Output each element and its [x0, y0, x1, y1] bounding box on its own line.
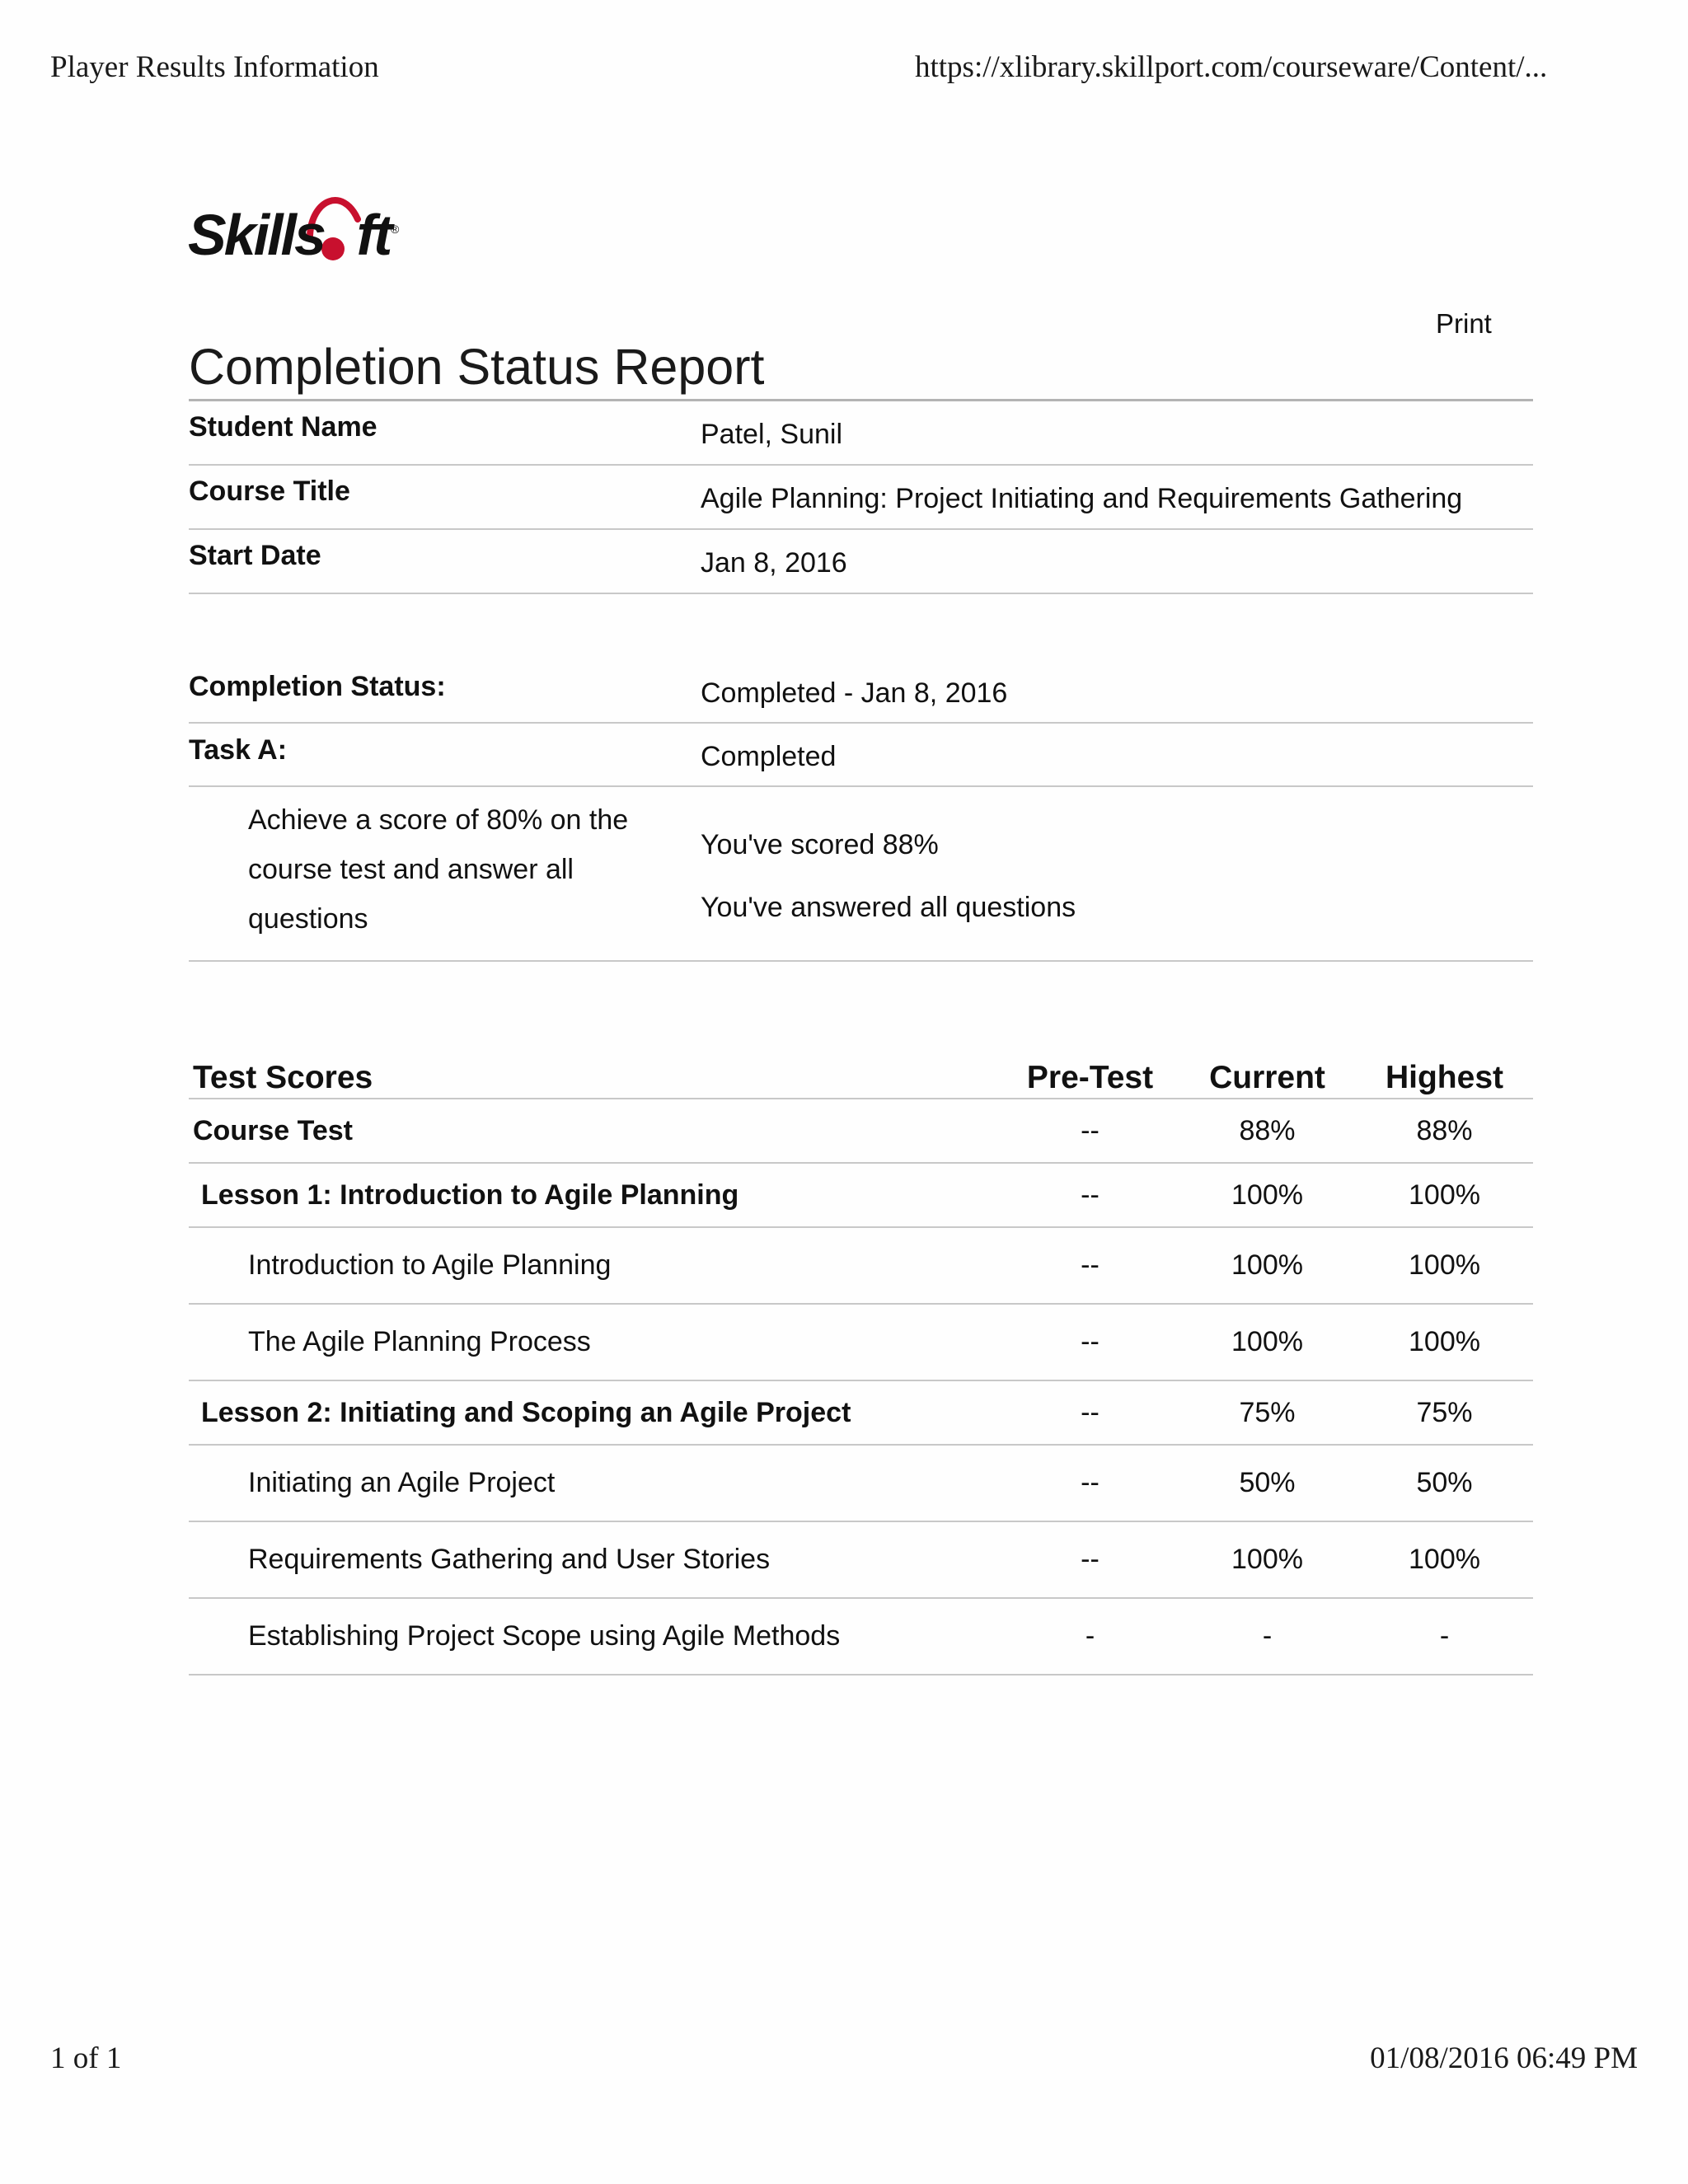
pre-test-score: --	[1001, 1445, 1179, 1521]
current-score: 100%	[1179, 1521, 1356, 1598]
info-label: Course Title	[189, 465, 701, 529]
score-name: Lesson 2: Initiating and Scoping an Agile Project	[189, 1380, 1001, 1445]
info-row	[189, 529, 1533, 593]
completion-status-label: Completion Status:	[189, 659, 701, 723]
current-heading: Current	[1179, 1047, 1356, 1099]
page-count: 1 of 1	[50, 2041, 122, 2075]
skillsoft-logo	[188, 183, 402, 270]
test-scores-table	[189, 1047, 1533, 1675]
current-score: 88%	[1179, 1099, 1356, 1163]
current-score: 75%	[1179, 1380, 1356, 1445]
current-score: 100%	[1179, 1304, 1356, 1380]
highest-heading: Highest	[1356, 1047, 1533, 1099]
info-value: Jan 8, 2016	[701, 529, 1533, 593]
score-name: Course Test	[189, 1099, 1001, 1163]
table-row	[189, 1521, 1533, 1598]
info-label: Start Date	[189, 529, 701, 593]
table-row	[189, 1099, 1533, 1163]
current-score: 100%	[1179, 1163, 1356, 1227]
score-name: Requirements Gathering and User Stories	[189, 1521, 1001, 1598]
logo-wordmark: Skills ft	[188, 203, 391, 267]
page-title: Completion Status Report	[189, 339, 765, 395]
table-row	[189, 1304, 1533, 1380]
current-score: 100%	[1179, 1227, 1356, 1304]
print-timestamp: 01/08/2016 06:49 PM	[1370, 2041, 1638, 2075]
requirement-results	[701, 786, 1533, 961]
highest-score: 50%	[1356, 1445, 1533, 1521]
task-row	[189, 723, 1533, 786]
score-name: Introduction to Agile Planning	[189, 1227, 1001, 1304]
table-row	[189, 1598, 1533, 1675]
browser-page-title: Player Results Information	[50, 50, 379, 84]
student-info-table	[189, 399, 1533, 594]
table-row	[189, 1163, 1533, 1227]
score-result: You've scored 88%	[701, 829, 939, 860]
highest-score: 88%	[1356, 1099, 1533, 1163]
pre-test-score: --	[1001, 1380, 1179, 1445]
highest-score: 75%	[1356, 1380, 1533, 1445]
table-row	[189, 1227, 1533, 1304]
task-label: Task A:	[189, 723, 701, 786]
pre-test-score: --	[1001, 1163, 1179, 1227]
score-name: The Agile Planning Process	[189, 1304, 1001, 1380]
info-row	[189, 401, 1533, 465]
info-row	[189, 465, 1533, 529]
highest-score: 100%	[1356, 1227, 1533, 1304]
registered-mark: ®	[391, 223, 400, 236]
current-score: 50%	[1179, 1445, 1356, 1521]
answers-result: You've answered all questions	[701, 892, 1076, 923]
print-link[interactable]: Print	[1436, 308, 1492, 339]
test-scores-heading: Test Scores	[189, 1047, 1001, 1099]
scores-header-row	[189, 1047, 1533, 1099]
pre-test-score: --	[1001, 1099, 1179, 1163]
pre-test-heading: Pre-Test	[1001, 1047, 1179, 1099]
completion-status-value: Completed - Jan 8, 2016	[701, 659, 1533, 723]
highest-score: 100%	[1356, 1304, 1533, 1380]
task-value: Completed	[701, 723, 1533, 786]
browser-url: https://xlibrary.skillport.com/courseware/Content/...	[915, 50, 1548, 84]
pre-test-score: --	[1001, 1521, 1179, 1598]
requirement-cell	[189, 786, 701, 961]
table-row	[189, 1380, 1533, 1445]
score-name: Establishing Project Scope using Agile Methods	[189, 1598, 1001, 1675]
highest-score: 100%	[1356, 1521, 1533, 1598]
pre-test-score: --	[1001, 1227, 1179, 1304]
highest-score: -	[1356, 1598, 1533, 1675]
current-score: -	[1179, 1598, 1356, 1675]
pre-test-score: --	[1001, 1304, 1179, 1380]
requirement-row	[189, 786, 1533, 961]
requirement-text: Achieve a score of 80% on the course test and answer all questions	[248, 804, 629, 935]
table-row	[189, 1445, 1533, 1521]
completion-table	[189, 659, 1533, 962]
highest-score: 100%	[1356, 1163, 1533, 1227]
info-value: Agile Planning: Project Initiating and Requirements Gathering	[701, 465, 1533, 529]
info-label: Student Name	[189, 401, 701, 465]
score-name: Lesson 1: Introduction to Agile Planning	[189, 1163, 1001, 1227]
pre-test-score: -	[1001, 1598, 1179, 1675]
info-value: Patel, Sunil	[701, 401, 1533, 465]
score-name: Initiating an Agile Project	[189, 1445, 1001, 1521]
completion-status-row	[189, 659, 1533, 723]
